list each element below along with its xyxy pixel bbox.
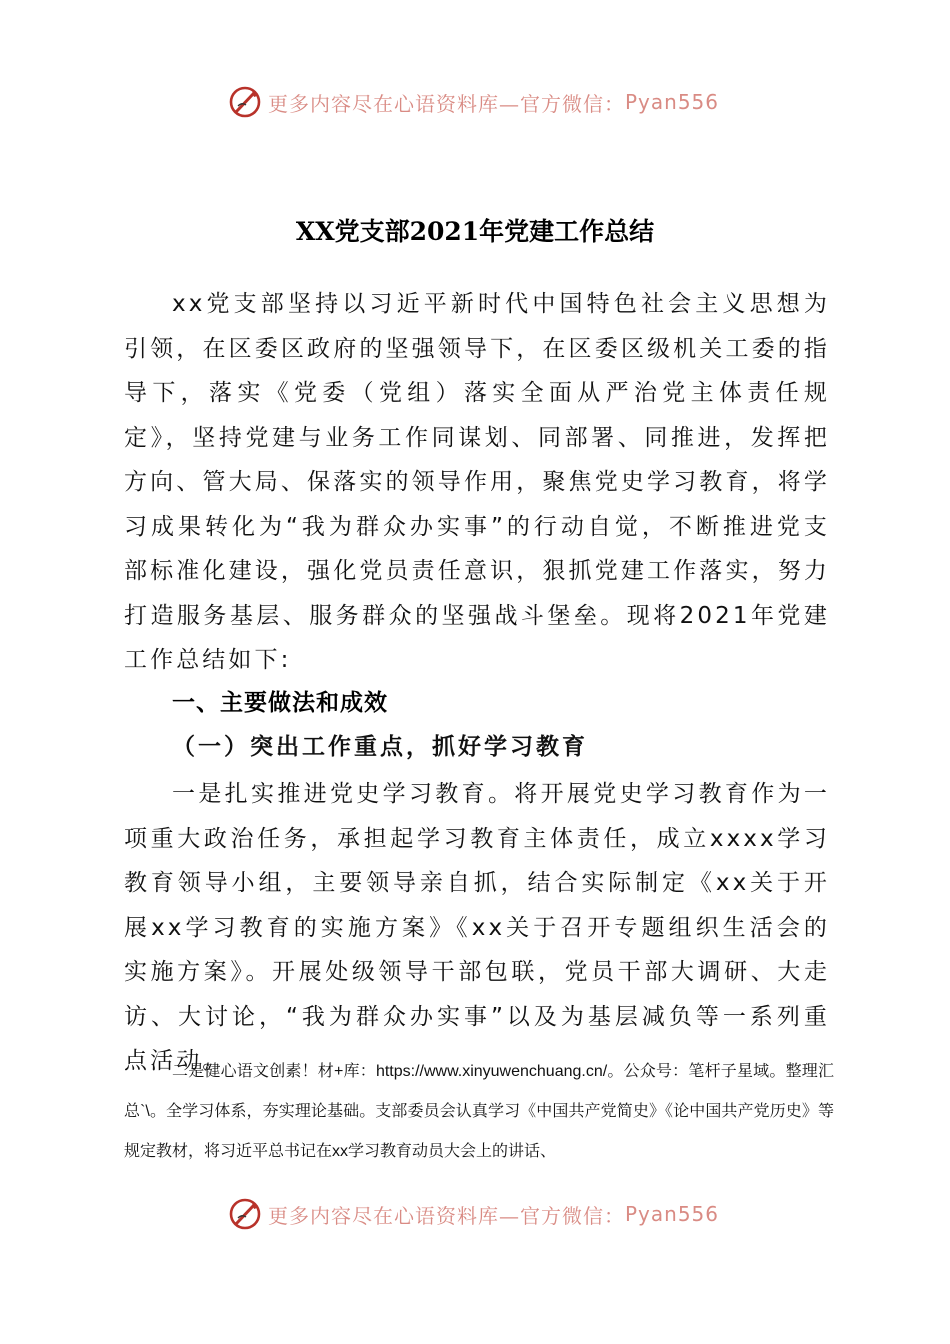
banner-text: 更多内容尽在心语资料库—官方微信： [268,91,625,116]
body-paragraph-1: 一是扎实推进党史学习教育。将开展党史学习教育作为一项重大政治任务，承担起学习教育主体责任，成立xxxx学习教育领导小组，主要领导亲自抓，结合实际制定《xx关于开展xx学习教育的实施方案》《xx关于召开专题组织生活会的实施方案》。开展处级领导干部包联，党员干部大调研、大走访、大讨论，“我为群众办实事”以及为基层减负等一系列重点活动。 [124,781,830,1074]
footer-watermark-banner [228,1194,748,1234]
banner-wechat-id: Pyan556 [625,1202,720,1226]
document-title: XX党支部2021年党建工作总结 [295,217,655,246]
banner-text: 更多内容尽在心语资料库—官方微信： [268,1203,625,1228]
intro-paragraph: xx党支部坚持以习近平新时代中国特色社会主义思想为引领，在区委区政府的坚强领导下，在区委区级机关工委的指导下，落实《党委（党组）落实全面从严治党主体责任规定》，坚持党建与业务工作同谋划、同部署、同推进，发挥把方向、管大局、保落实的领导作用，聚焦党史学习教育，将学习成果转化为“我为群众办实事”的行动自觉，不断推进党支部标准化建设，强化党员责任意识，狠抓党建工作落实，努力打造服务基层、服务群众的坚强战斗堡垒。现将2021年党建工作总结如下: [124,291,830,673]
body-paragraph-2: 二是健心语文创素！材+库：https://www.xinyuwenchuang.cn/。公众号：笔杆子星域。整理汇总`\。全学习体系，夯实理论基础。支部委员会认真学习《中国共产党简史》《论中国共产党历史》等规定教材，将习近平总书记在xx学习教育动员大会上的讲话、 [124,1063,834,1160]
pen-circle-logo [228,85,262,119]
header-watermark-banner [228,82,748,122]
pen-circle-logo [228,1197,262,1231]
subsection-heading: （一）突出工作重点，抓好学习教育 [172,734,588,760]
banner-wechat-id: Pyan556 [625,90,720,114]
section-heading: 一、主要做法和成效 [172,690,388,716]
